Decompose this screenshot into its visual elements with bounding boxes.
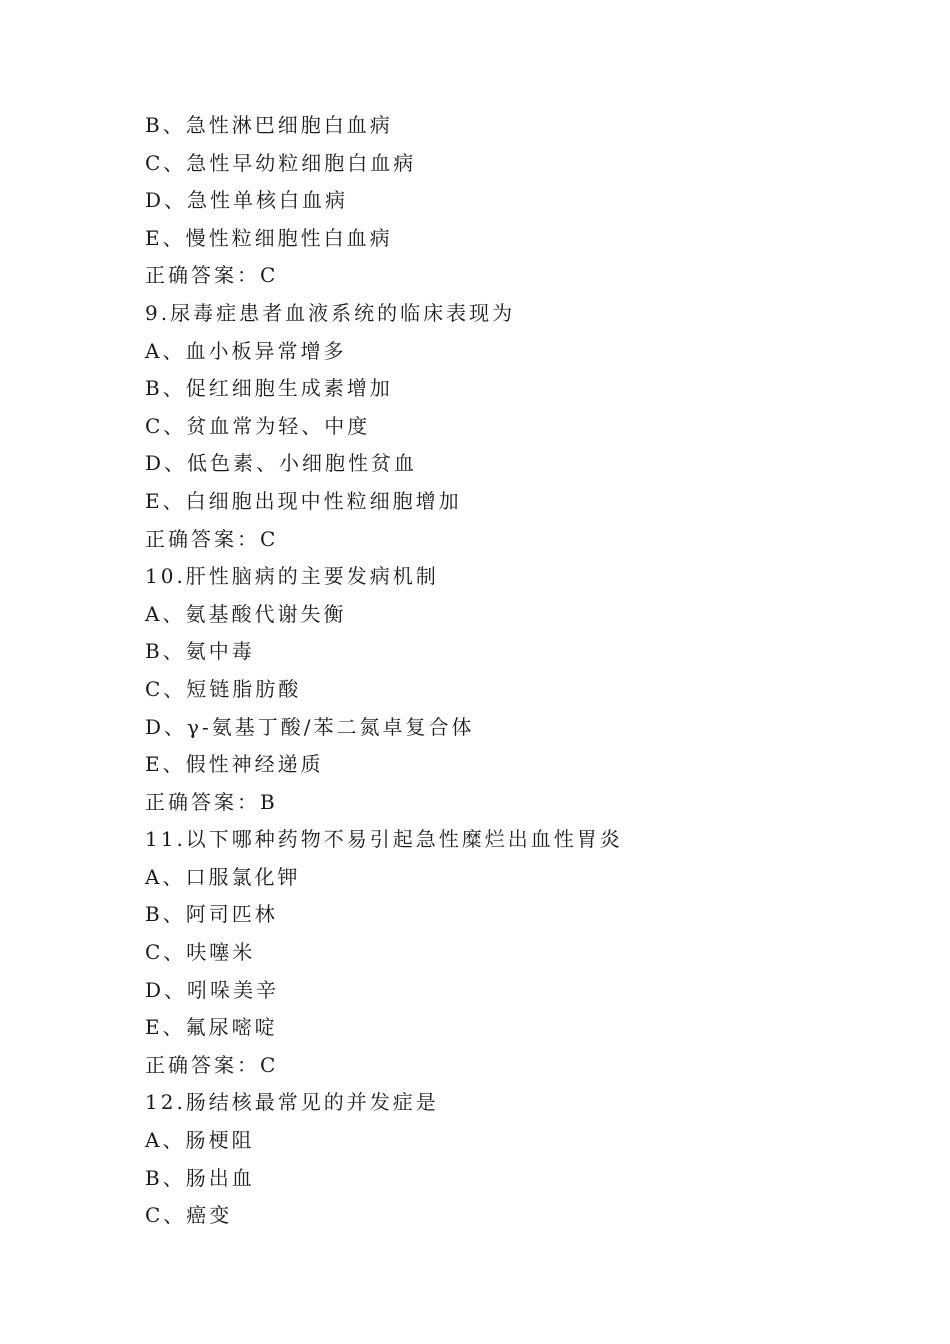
option-line: C、贫血常为轻、中度 — [145, 413, 371, 438]
option-line: E、慢性粒细胞性白血病 — [145, 225, 393, 250]
option-line: B、阿司匹林 — [145, 902, 278, 927]
option-line: C、癌变 — [145, 1203, 233, 1228]
document-body — [145, 107, 905, 1235]
option-line: E、氟尿嘧啶 — [145, 1015, 278, 1040]
option-line: D、低色素、小细胞性贫血 — [145, 451, 418, 476]
answer-line: 正确答案：B — [145, 789, 278, 814]
option-line: E、假性神经递质 — [145, 752, 324, 777]
option-line: A、口服氯化钾 — [145, 864, 301, 889]
question-line: 12.肠结核最常见的并发症是 — [145, 1090, 439, 1115]
option-line: D、γ-氨基丁酸/苯二氮卓复合体 — [145, 714, 475, 739]
option-line: C、急性早幼粒细胞白血病 — [145, 150, 417, 175]
option-line: B、促红细胞生成素增加 — [145, 376, 393, 401]
option-line: D、急性单核白血病 — [145, 188, 349, 213]
option-line: A、血小板异常增多 — [145, 338, 347, 363]
option-line: D、吲哚美辛 — [145, 977, 280, 1002]
option-line: B、肠出血 — [145, 1165, 255, 1190]
option-line: B、氨中毒 — [145, 639, 255, 664]
option-line: C、呋噻米 — [145, 940, 256, 965]
option-line: A、肠梗阻 — [145, 1128, 255, 1153]
question-line: 9.尿毒症患者血液系统的临床表现为 — [145, 300, 516, 325]
option-line: A、氨基酸代谢失衡 — [145, 601, 347, 626]
answer-line: 正确答案：C — [145, 263, 279, 288]
option-line: B、急性淋巴细胞白血病 — [145, 113, 393, 137]
question-line: 10.肝性脑病的主要发病机制 — [145, 564, 439, 589]
option-line: C、短链脂肪酸 — [145, 676, 302, 701]
answer-line: 正确答案：C — [145, 526, 279, 551]
answer-line: 正确答案：C — [145, 1052, 279, 1077]
option-line: E、白细胞出现中性粒细胞增加 — [145, 488, 462, 513]
question-line: 11.以下哪种药物不易引起急性糜烂出血性胃炎 — [145, 827, 623, 852]
